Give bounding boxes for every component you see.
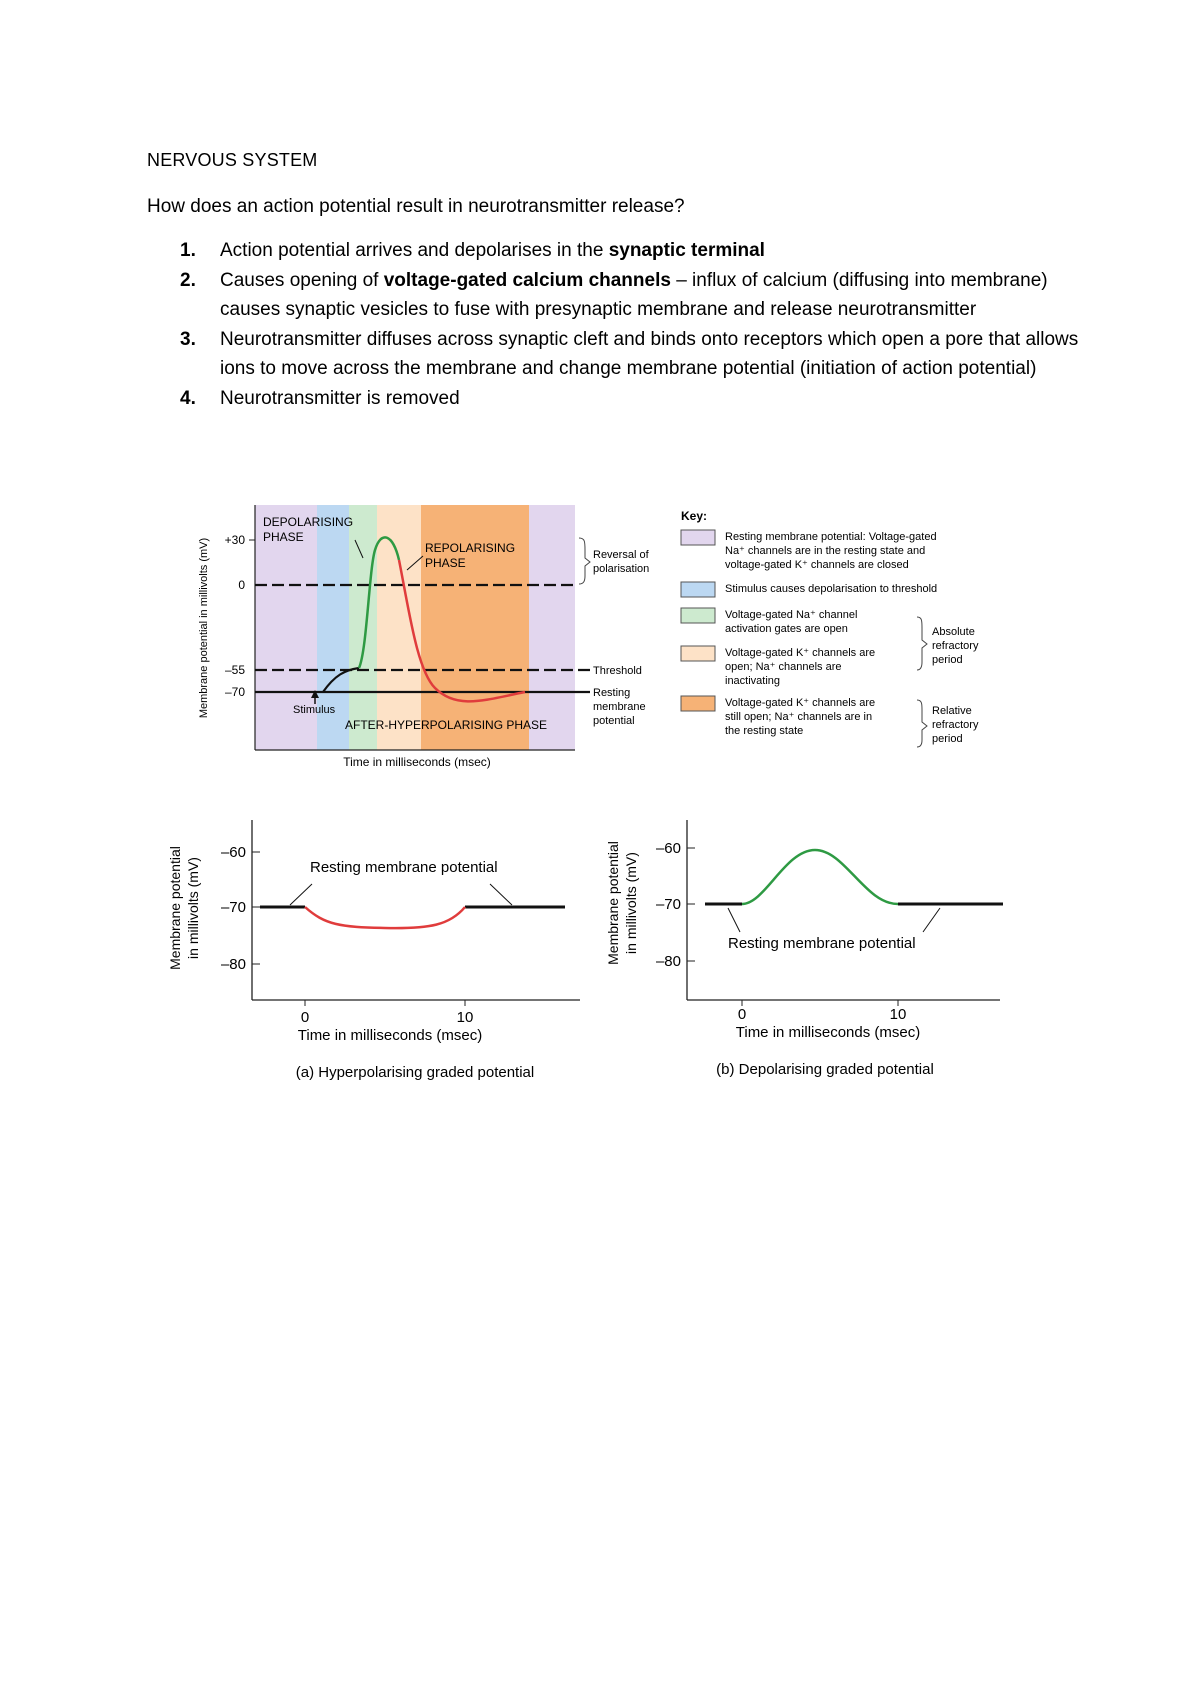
band-k-open bbox=[377, 505, 421, 750]
b-tick-label-70: –70 bbox=[655, 896, 681, 913]
key-label: voltage-gated K⁺ channels are closed bbox=[725, 559, 909, 571]
step-item bbox=[180, 236, 1080, 266]
b-x-label: Time in milliseconds (msec) bbox=[735, 1024, 921, 1041]
key-swatch bbox=[681, 530, 715, 545]
b-tick-label-60: –60 bbox=[655, 840, 681, 857]
a-tick-label-70: –70 bbox=[220, 899, 246, 916]
stimulus-label: Stimulus bbox=[293, 704, 336, 716]
b-y-label-1: Membrane potential bbox=[605, 841, 621, 965]
page-title: NERVOUS SYSTEM bbox=[147, 150, 318, 170]
a-caption: (a) Hyperpolarising graded potential bbox=[295, 1064, 535, 1081]
depolarising-label-1: DEPOLARISING bbox=[263, 515, 354, 529]
reversal-bracket bbox=[579, 538, 590, 584]
key-label: Stimulus causes depolarisation to threshold bbox=[725, 583, 938, 595]
a-xtick-label-0: 0 bbox=[300, 1009, 310, 1026]
absolute-2: refractory bbox=[932, 640, 979, 652]
a-tick-label-60: –60 bbox=[220, 844, 246, 861]
step-number: 1. bbox=[180, 240, 196, 261]
ap-y-axis-label: Membrane potential in millivolts (mV) bbox=[198, 537, 210, 719]
key-swatch bbox=[681, 582, 715, 597]
b-caption: (b) Depolarising graded potential bbox=[716, 1061, 934, 1078]
repolarising-label-2: PHASE bbox=[425, 556, 466, 570]
repolarising-label-1: REPOLARISING bbox=[425, 541, 516, 555]
step-number: 4. bbox=[180, 387, 196, 409]
step-bold-text: voltage-gated calcium channels bbox=[383, 269, 671, 291]
key-label: Resting membrane potential: Voltage-gated bbox=[725, 531, 937, 543]
relative-1: Relative bbox=[932, 705, 972, 717]
ap-x-axis-label: Time in milliseconds (msec) bbox=[343, 755, 491, 769]
band-na-open bbox=[349, 505, 377, 750]
graded-potentials-figure bbox=[160, 800, 1040, 1090]
step-text: – influx of calcium (diffusing into membrane) causes synaptic vesicles to fuse with presynaptic membrane and release neurotransmitter bbox=[220, 269, 1048, 320]
key-swatch bbox=[681, 608, 715, 623]
tick-minus70: –70 bbox=[224, 685, 245, 699]
relative-bracket bbox=[917, 700, 927, 747]
b-y-label-2: in millivolts (mV) bbox=[623, 852, 639, 954]
tick-plus30: +30 bbox=[224, 533, 245, 547]
absolute-bracket bbox=[917, 617, 927, 670]
b-tick-label-80: –80 bbox=[655, 953, 681, 970]
a-x-label: Time in milliseconds (msec) bbox=[297, 1027, 483, 1044]
a-hyperpolarising-curve bbox=[305, 907, 465, 928]
step-bold-text: synaptic terminal bbox=[608, 240, 765, 261]
band-resting-2 bbox=[529, 505, 575, 750]
resting-label-2: membrane bbox=[593, 701, 646, 713]
key-label: Voltage-gated K⁺ channels are bbox=[725, 697, 876, 709]
step-number: 2. bbox=[180, 269, 196, 291]
a-xtick-label-10: 10 bbox=[456, 1009, 474, 1026]
key-label: open; Na⁺ channels are bbox=[725, 661, 842, 673]
step-number: 3. bbox=[180, 328, 196, 350]
b-annotation-pointer-2 bbox=[923, 908, 940, 932]
a-annotation: Resting membrane potential bbox=[310, 859, 498, 876]
step-item bbox=[180, 325, 1080, 384]
key-legend bbox=[681, 509, 937, 737]
a-tick-label-80: –80 bbox=[220, 956, 246, 973]
tick-zero: 0 bbox=[238, 578, 245, 592]
step-item bbox=[180, 384, 1080, 414]
key-label: still open; Na⁺ channels are in bbox=[725, 711, 873, 723]
relative-3: period bbox=[932, 733, 963, 745]
absolute-3: period bbox=[932, 654, 963, 666]
depolarising-graph bbox=[605, 820, 1003, 1078]
key-title: Key: bbox=[681, 509, 708, 523]
step-text: Action potential arrives and depolarises in the bbox=[220, 240, 609, 261]
reversal-label-1: Reversal of bbox=[593, 549, 649, 561]
b-depolarising-curve bbox=[742, 850, 898, 904]
absolute-1: Absolute bbox=[932, 626, 975, 638]
key-label: Na⁺ channels are in the resting state and bbox=[725, 545, 926, 557]
key-label: activation gates are open bbox=[725, 623, 848, 635]
depolarising-label-2: PHASE bbox=[263, 530, 304, 544]
relative-2: refractory bbox=[932, 719, 979, 731]
threshold-label: Threshold bbox=[593, 665, 642, 677]
key-label: inactivating bbox=[725, 675, 781, 687]
step-text: Neurotransmitter diffuses across synaptic cleft and binds onto receptors which open a pore that allows ions to move across the membrane and change membrane potential (initiation of action potential) bbox=[220, 328, 1079, 379]
a-y-label-2: in millivolts (mV) bbox=[185, 857, 201, 959]
b-annotation-pointer-1 bbox=[728, 908, 740, 932]
key-label: Voltage-gated K⁺ channels are bbox=[725, 647, 876, 659]
question-text: How does an action potential result in neurotransmitter release? bbox=[147, 196, 685, 217]
step-text: Causes opening of bbox=[220, 269, 384, 291]
a-annotation-pointer-2 bbox=[490, 884, 512, 905]
key-swatch bbox=[681, 696, 715, 711]
tick-minus55: –55 bbox=[224, 663, 245, 677]
key-label: Voltage-gated Na⁺ channel bbox=[725, 609, 858, 621]
hyperpolarising-graph bbox=[167, 820, 580, 1081]
resting-label-1: Resting bbox=[593, 687, 631, 699]
b-xtick-label-0: 0 bbox=[737, 1006, 747, 1023]
steps-list bbox=[180, 236, 1080, 413]
action-potential-figure bbox=[195, 500, 1015, 780]
b-annotation: Resting membrane potential bbox=[728, 935, 916, 952]
step-text: Neurotransmitter is removed bbox=[220, 387, 460, 409]
a-annotation-pointer-1 bbox=[290, 884, 312, 905]
b-xtick-label-10: 10 bbox=[889, 1006, 907, 1023]
reversal-label-2: polarisation bbox=[593, 563, 650, 575]
key-swatch bbox=[681, 646, 715, 661]
a-y-label-1: Membrane potential bbox=[167, 846, 183, 970]
after-hyper-label: AFTER-HYPERPOLARISING PHASE bbox=[345, 718, 548, 732]
resting-label-3: potential bbox=[593, 715, 635, 727]
step-item bbox=[180, 266, 1080, 325]
key-label: the resting state bbox=[725, 725, 804, 737]
